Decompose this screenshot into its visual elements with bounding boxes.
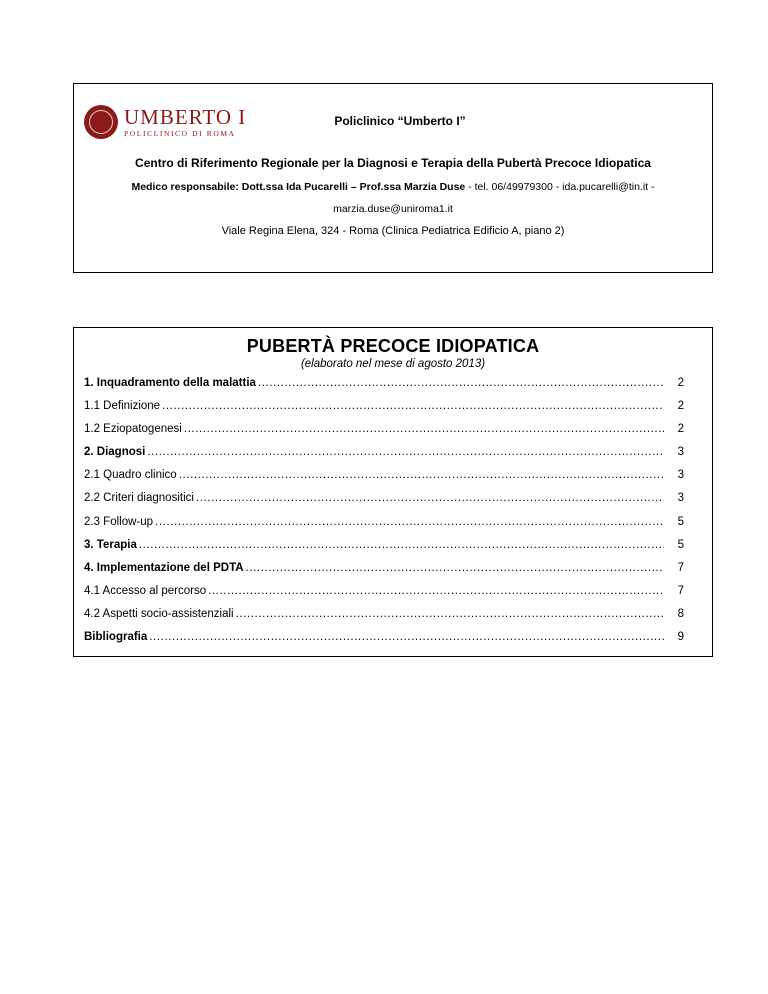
toc-leader-dots bbox=[139, 539, 664, 551]
hospital-title: Policlinico “Umberto I” bbox=[334, 114, 466, 128]
toc-entry[interactable] bbox=[84, 631, 684, 654]
toc-leader-dots bbox=[179, 469, 664, 481]
toc-entry[interactable] bbox=[84, 516, 684, 539]
toc-entry-label: 4. Implementazione del PDTA bbox=[84, 561, 244, 574]
toc-entry[interactable] bbox=[84, 446, 684, 469]
toc-entry-page: 2 bbox=[677, 377, 684, 389]
toc-entry-page: 3 bbox=[677, 446, 684, 459]
toc-entry-page: 8 bbox=[677, 607, 684, 620]
document-subtitle: (elaborato nel mese di agosto 2013) bbox=[300, 358, 486, 370]
toc-entry[interactable] bbox=[84, 469, 684, 492]
toc-leader-dots bbox=[155, 516, 664, 528]
logo-name: UMBERTO I bbox=[124, 104, 247, 129]
contact-email: marzia.duse@uniroma1.it bbox=[333, 203, 453, 215]
toc-entry-page: 2 bbox=[677, 400, 684, 413]
toc-entry[interactable] bbox=[84, 400, 684, 423]
center-name: Centro di Riferimento Regionale per la Diagnosi e Terapia della Pubertà Precoce Idiopatica bbox=[135, 156, 651, 170]
contact-doctors: Medico responsabile: Dott.ssa Ida Pucarelli – Prof.ssa Marzia Duse bbox=[131, 181, 466, 193]
contact-phone-email: - tel. 06/49979300 - ida.pucarelli@tin.it - bbox=[465, 181, 655, 193]
toc-entry-label: 1.1 Definizione bbox=[84, 400, 161, 413]
toc-entry-page: 7 bbox=[677, 584, 684, 597]
toc-leader-dots bbox=[196, 492, 664, 504]
toc-entry-page: 7 bbox=[677, 561, 684, 574]
toc-leader-dots bbox=[149, 631, 664, 643]
toc-entry[interactable] bbox=[84, 492, 684, 515]
toc-entry-label: 3. Terapia bbox=[84, 538, 137, 551]
toc-entry-label: 2. Diagnosi bbox=[84, 446, 146, 459]
toc-entry-label: 2.1 Quadro clinico bbox=[84, 469, 177, 482]
toc-leader-dots bbox=[147, 446, 664, 458]
toc-entry-label: 2.2 Criteri diagnositici bbox=[84, 492, 194, 505]
toc-leader-dots bbox=[208, 585, 664, 597]
toc-entry-page: 2 bbox=[677, 423, 684, 436]
toc-entry-label: 4.2 Aspetti socio-assistenziali bbox=[84, 607, 234, 620]
toc-leader-dots bbox=[246, 562, 664, 574]
toc-leader-dots bbox=[162, 400, 664, 412]
toc-entry-page: 3 bbox=[677, 469, 684, 482]
toc-leader-dots bbox=[236, 608, 664, 620]
header-box bbox=[73, 83, 713, 273]
toc-entry-label: 4.1 Accesso al percorso bbox=[84, 584, 207, 597]
toc-entry[interactable] bbox=[84, 377, 684, 400]
document-title: PUBERTÀ PRECOCE IDIOPATICA bbox=[246, 336, 540, 356]
toc-entry-label: 2.3 Follow-up bbox=[84, 515, 154, 528]
toc-entry-label: Bibliografia bbox=[84, 631, 148, 644]
toc-entry-page: 5 bbox=[677, 538, 684, 551]
toc-entry-page: 3 bbox=[677, 492, 684, 505]
address: Viale Regina Elena, 324 - Roma (Clinica Pediatrica Edificio A, piano 2) bbox=[221, 225, 565, 237]
toc-list bbox=[84, 377, 684, 654]
toc-entry-page: 9 bbox=[677, 631, 684, 644]
toc-entry-label: 1. Inquadramento della malattia bbox=[84, 377, 256, 389]
toc-leader-dots bbox=[184, 423, 664, 435]
toc-entry[interactable] bbox=[84, 585, 684, 608]
toc-entry[interactable] bbox=[84, 423, 684, 446]
toc-leader-dots bbox=[258, 377, 664, 389]
toc-entry[interactable] bbox=[84, 539, 684, 562]
toc-entry[interactable] bbox=[84, 608, 684, 631]
toc-entry[interactable] bbox=[84, 562, 684, 585]
toc-entry-page: 5 bbox=[677, 515, 684, 528]
contact-line bbox=[74, 181, 712, 193]
toc-entry-label: 1.2 Eziopatogenesi bbox=[84, 423, 182, 436]
table-of-contents-box bbox=[73, 327, 713, 657]
logo-subtitle: POLICLINICO DI ROMA bbox=[124, 128, 236, 138]
